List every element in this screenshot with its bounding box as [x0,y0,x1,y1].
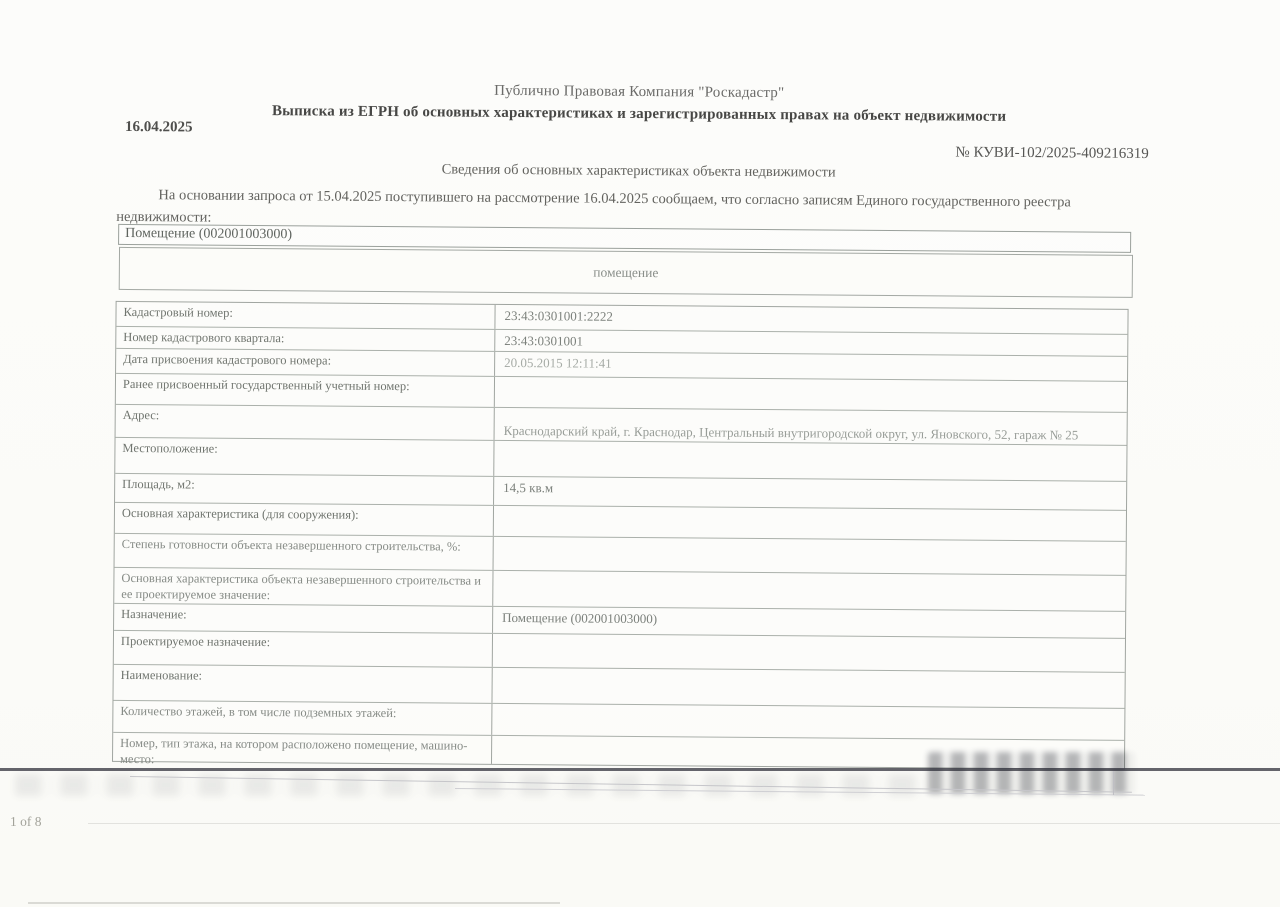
section-subtitle: Сведения об основных характеристиках объекта недвижимости [441,161,836,181]
row-label: Назначение: [114,604,493,633]
row-value: 23:43:0301001:2222 [504,307,613,324]
row-label: Основная характеристика (для сооружения): [115,503,494,536]
row-value [494,441,1126,481]
row-label: Дата присвоения кадастрового номера: [116,349,495,376]
row-label: Наименование: [113,665,492,703]
footer-rule [88,823,1280,824]
row-label: Номер, тип этажа, на котором расположено помещение, машино-место: [113,733,492,764]
row-value [492,704,1124,740]
bottom-scan-edge [28,902,560,904]
document-title: Выписка из ЕГРН об основных характеристиках и зарегистрированных правах на объект недвижимости [271,103,1007,125]
row-value [495,377,1127,412]
document-number: № КУВИ-102/2025-409216319 [955,144,1149,163]
row-label: Адрес: [116,405,495,440]
row-value: Помещение (002001003000) [502,609,658,627]
bleed-through-artifact-dark [928,752,1135,794]
row-label: Площадь, м2: [115,474,494,505]
row-label: Местоположение: [115,438,494,476]
row-value [494,537,1126,575]
document-date: 16.04.2025 [124,118,193,136]
row-label: Ранее присвоенный государственный учетный номер: [116,374,495,407]
object-header-box: Помещение (002001003000) [118,224,1131,253]
row-label: Кадастровый номер: [116,302,495,329]
row-value: 14,5 кв.м [503,479,554,496]
row-label: Номер кадастрового квартала: [116,327,495,351]
row-value: Краснодарский край, г. Краснодар, Центральный внутригородской округ, ул. Яновского, 52, гараж № 25 [503,422,1079,443]
row-value [493,634,1125,672]
organization-name: Публично Правовая Компания "Роскадастр" [494,82,785,102]
row-value: 20.05.2015 12:11:41 [504,354,612,371]
row-value [493,571,1125,611]
row-value: 23:43:0301001 [504,332,584,349]
intro-paragraph: На основании запроса от 15.04.2025 поступившего на рассмотрение 16.04.2025 сообщаем, что согласно записям Единого государственного реестра недвижимости: [116,187,1071,226]
row-label: Количество этажей, в том числе подземных этажей: [113,701,492,735]
scan-artifact-line [1113,771,1114,795]
row-label: Основная характеристика объекта незавершенного строительства и ее проектируемое значение: [114,568,493,606]
characteristics-table [112,301,1129,770]
row-label: Проектируемое назначение: [114,631,493,667]
object-type-box: помещение [119,247,1133,298]
page-indicator: 1 of 8 [10,814,42,829]
row-value [494,506,1126,541]
row-label: Степень готовности объекта незавершенного строительства, %: [115,534,494,570]
row-value [492,668,1124,708]
